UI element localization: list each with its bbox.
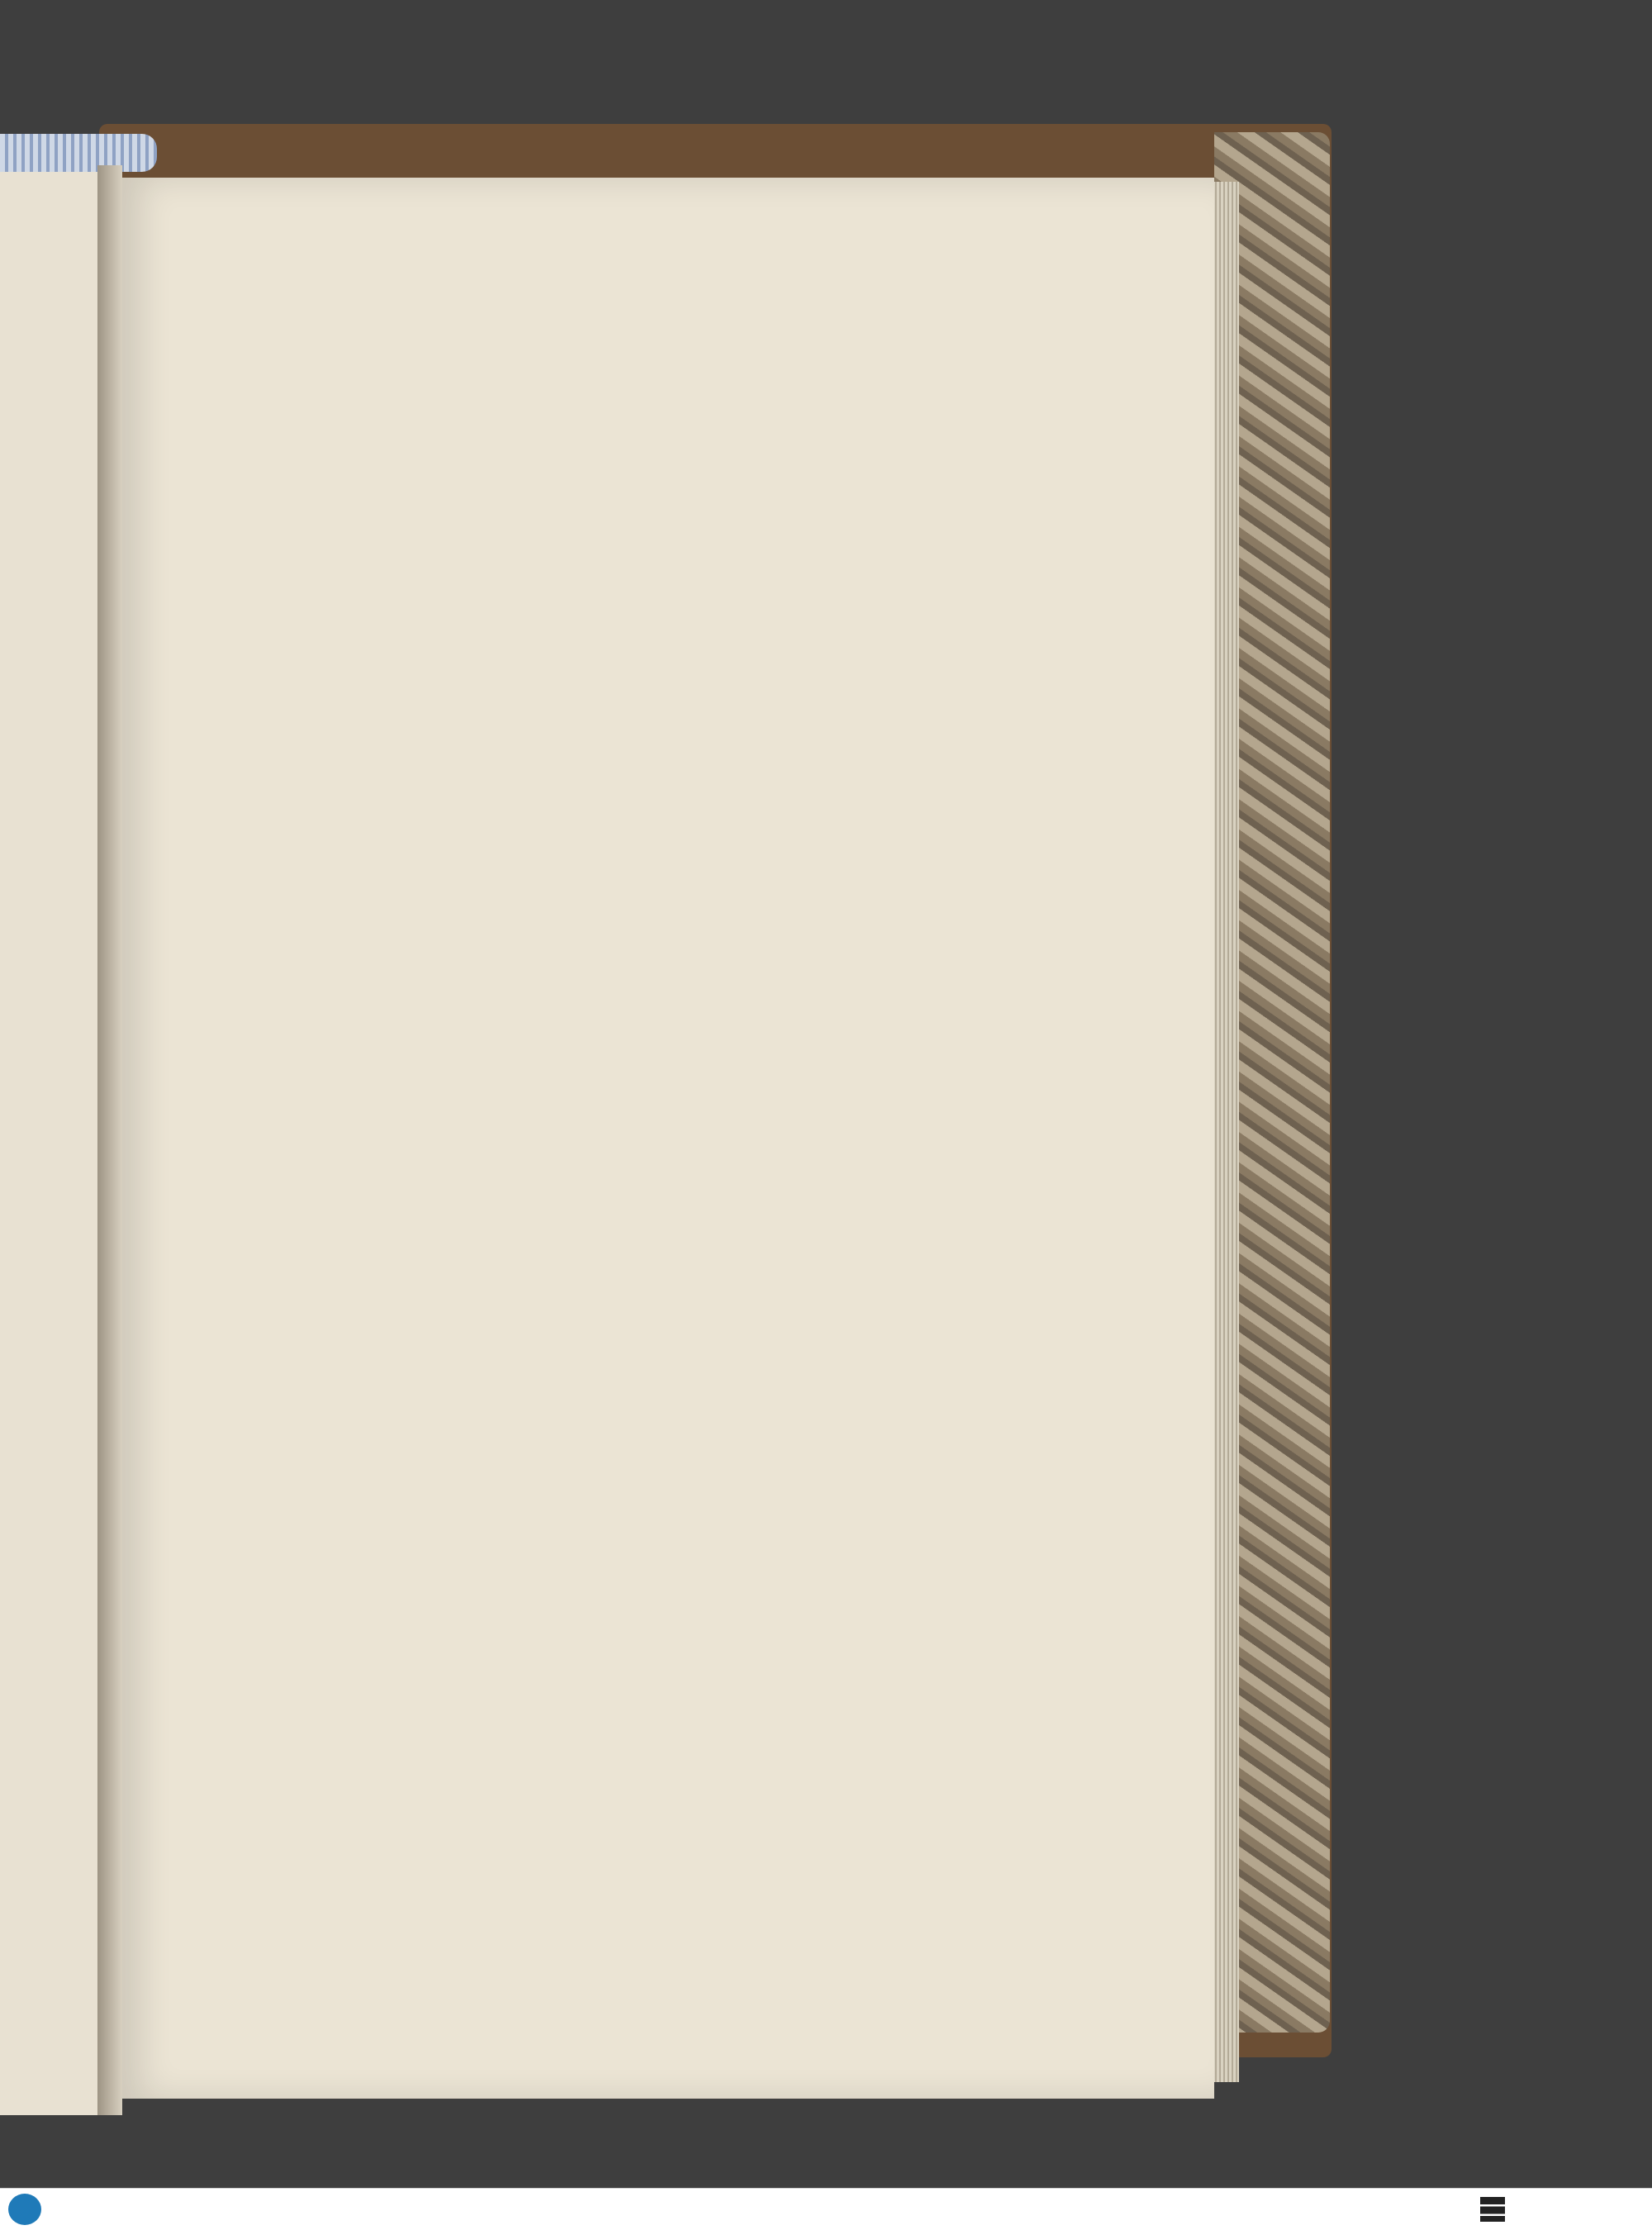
- blb-logo-icon[interactable]: [8, 2194, 41, 2225]
- bookmark-ribbon: [0, 134, 157, 172]
- baden-wuerttemberg-logo-icon[interactable]: [1480, 2197, 1505, 2222]
- footer-bar: [0, 2188, 1652, 2230]
- right-page: [116, 178, 1214, 2099]
- running-head: [396, 330, 1074, 380]
- book-gutter: [97, 165, 122, 2115]
